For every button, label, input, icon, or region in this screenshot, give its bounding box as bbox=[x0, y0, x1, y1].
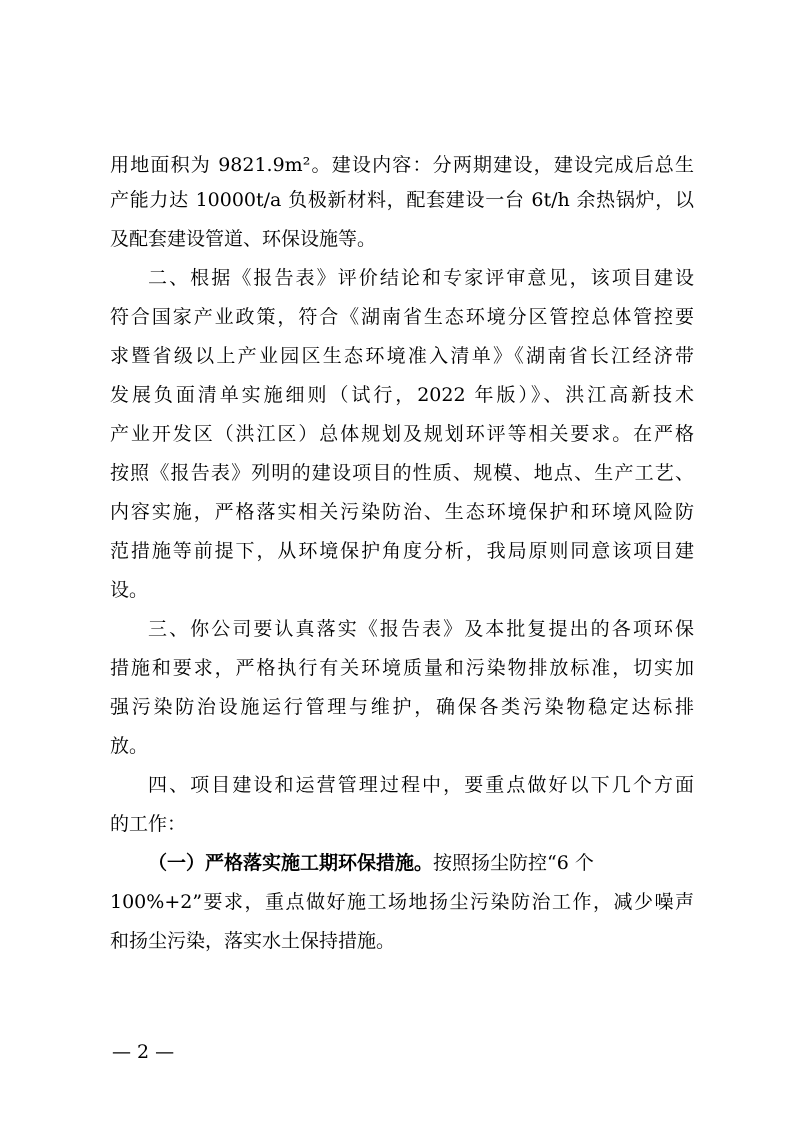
text-line: 及配套建设管道、环保设施等。 bbox=[110, 228, 377, 250]
text-line: 内容实施，严格落实相关污染防治、生态环境保护和环境风险防 bbox=[110, 501, 694, 523]
heading-continuation: 按照扬尘防控“6 个 bbox=[433, 852, 594, 874]
text-line: 产能力达 10000t/a 负极新材料，配套建设一台 6t/h 余热锅炉，以 bbox=[110, 189, 694, 211]
text-line: 范措施等前提下，从环境保护角度分析，我局原则同意该项目建 bbox=[110, 540, 694, 562]
text-line: 求暨省级以上产业园区生态环境准入清单》《湖南省长江经济带 bbox=[110, 345, 694, 367]
text-line: 三、你公司要认真落实《报告表》及本批复提出的各项环保 bbox=[148, 618, 694, 640]
text-line: 设。 bbox=[110, 579, 149, 601]
text-line: 100%+2”要求，重点做好施工场地扬尘污染防治工作，减少噪声 bbox=[110, 891, 694, 913]
text-line: 二、根据《报告表》评价结论和专家评审意见，该项目建设 bbox=[148, 267, 694, 289]
bold-heading: （一）严格落实施工期环保措施。 bbox=[148, 852, 434, 874]
text-line: 符合国家产业政策，符合《湖南省生态环境分区管控总体管控要 bbox=[110, 306, 694, 328]
text-line: 用地面积为 9821.9m²。建设内容：分两期建设，建设完成后总生 bbox=[110, 154, 694, 176]
text-line: 的工作： bbox=[110, 813, 187, 835]
text-line: 措施和要求，严格执行有关环境质量和污染物排放标准，切实加 bbox=[110, 657, 694, 679]
text-line: 按照《报告表》列明的建设项目的性质、规模、地点、生产工艺、 bbox=[110, 462, 694, 484]
text-line: 发展负面清单实施细则（试行，2022 年版）》、洪江高新技术 bbox=[110, 384, 694, 406]
text-line: 强污染防治设施运行管理与维护，确保各类污染物稳定达标排 bbox=[110, 696, 694, 718]
text-line: 放。 bbox=[110, 735, 149, 757]
section-heading-line bbox=[110, 851, 694, 875]
page-number: — 2 — bbox=[112, 1041, 175, 1063]
text-line: 四、项目建设和运营管理过程中，要重点做好以下几个方面 bbox=[148, 774, 694, 796]
text-line: 产业开发区（洪江区）总体规划及规划环评等相关要求。在严格 bbox=[110, 423, 694, 445]
text-line: 和扬尘污染，落实水土保持措施。 bbox=[110, 930, 396, 952]
